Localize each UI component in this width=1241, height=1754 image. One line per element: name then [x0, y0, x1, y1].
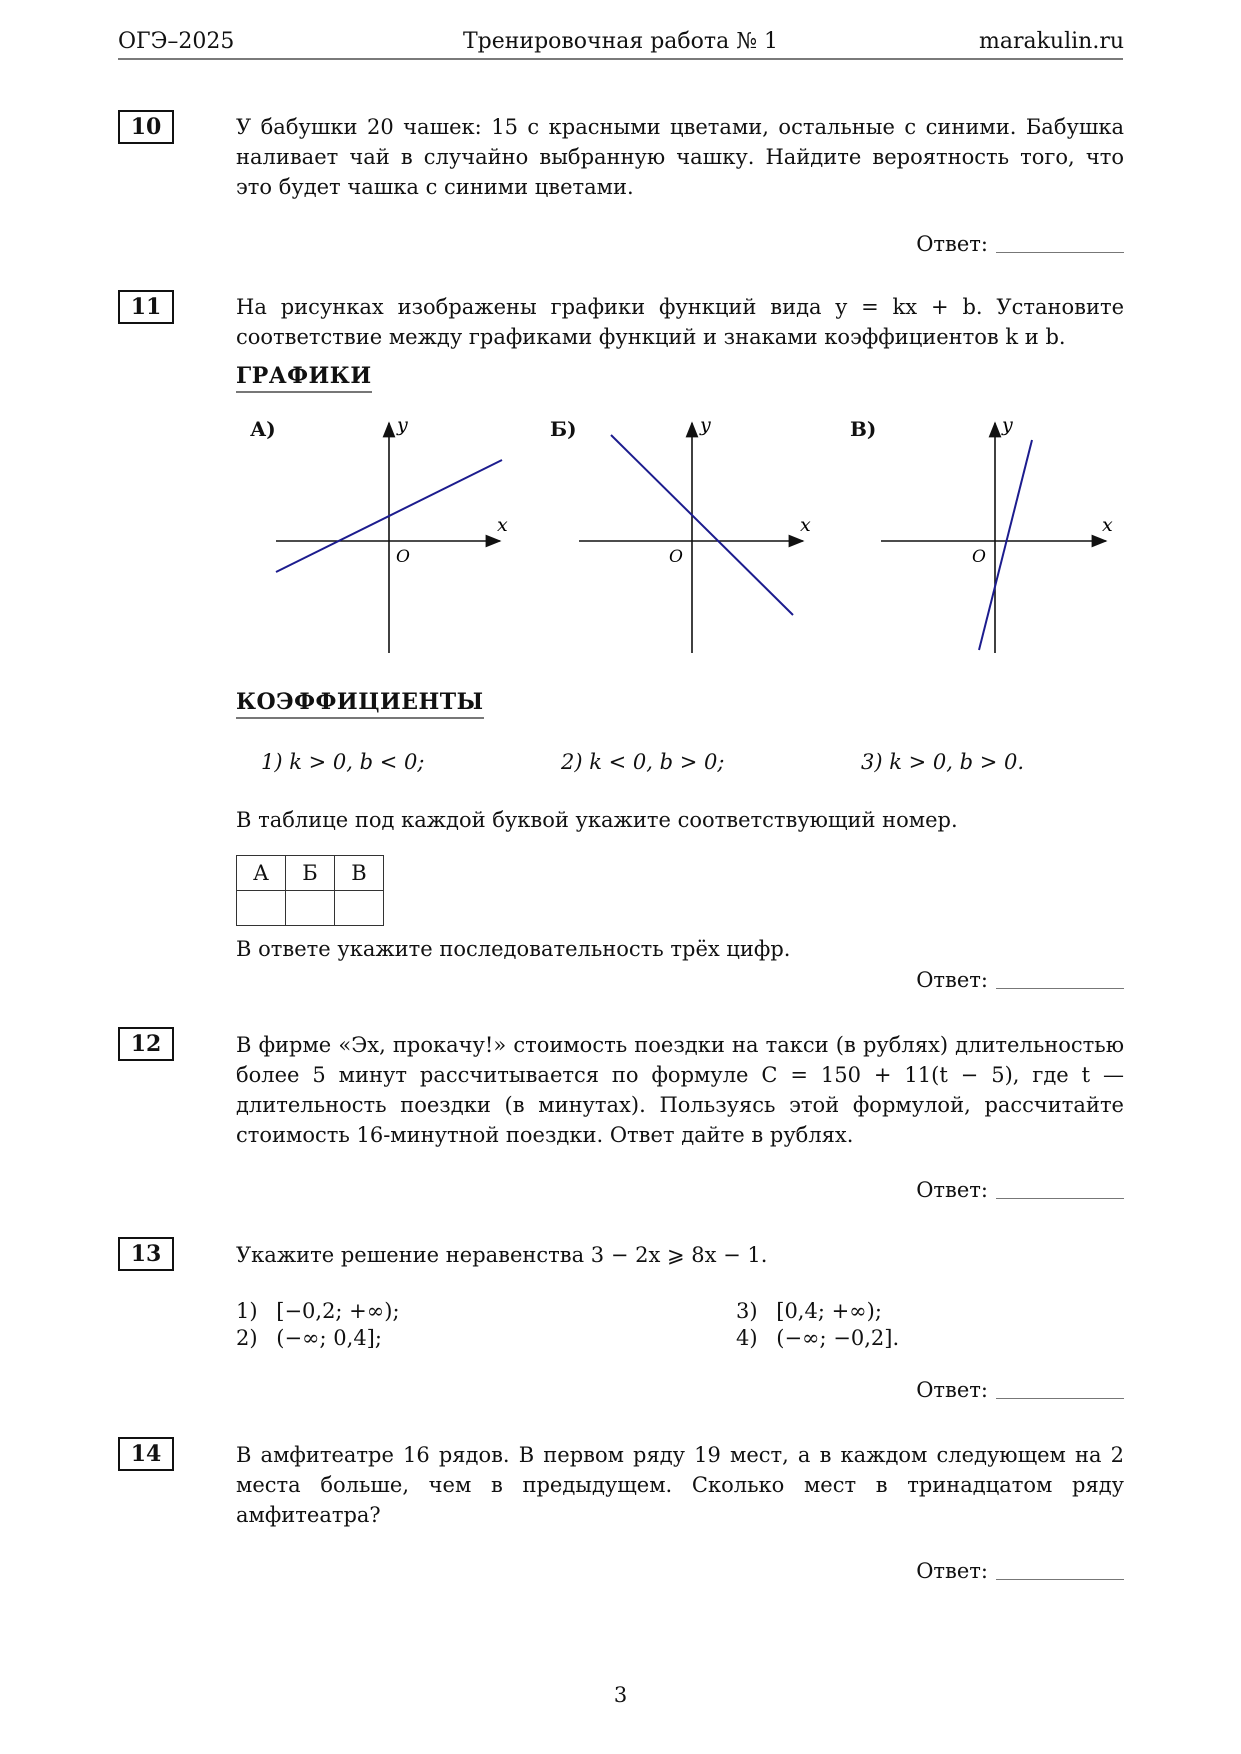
task-number-11: 11 [118, 290, 174, 324]
task-10-answer [916, 230, 1124, 258]
graph-v [830, 405, 1130, 665]
task-13-text: Укажите решение неравенства 3 − 2x ⩾ 8x − 1. [236, 1243, 768, 1267]
option-number: 1) [236, 1299, 258, 1323]
task-11-answer [916, 966, 1124, 994]
task-14-answer [916, 1557, 1124, 1585]
svg-text:O: O [396, 547, 410, 567]
svg-text:x: x [497, 514, 508, 536]
graph-a [230, 405, 530, 665]
graph-b [530, 405, 830, 665]
page-number: 3 [613, 1683, 628, 1707]
answer-field[interactable] [996, 1398, 1124, 1399]
table-header-v: В [335, 856, 384, 891]
answer-field[interactable] [996, 1198, 1124, 1199]
table-cell-v[interactable] [335, 891, 384, 926]
answer-instruction: В ответе укажите последовательность трёх цифр. [236, 937, 791, 961]
coefficients-heading: КОЭФФИЦИЕНТЫ [236, 688, 484, 719]
svg-text:y: y [397, 414, 408, 436]
table-instruction: В таблице под каждой буквой укажите соответствующий номер. [236, 808, 958, 832]
option-value: (−∞; −0,2]. [776, 1326, 900, 1350]
inequality-option-3[interactable] [736, 1297, 882, 1325]
answer-label: Ответ: [916, 968, 988, 992]
graph-v-label: В) [850, 417, 877, 441]
task-12-answer [916, 1176, 1124, 1204]
table-cell-a[interactable] [237, 891, 286, 926]
inequality-option-4[interactable] [736, 1324, 899, 1352]
option-number: 2) [236, 1326, 258, 1350]
option-value: [0,4; +∞); [776, 1299, 882, 1323]
coefficient-option-2: 2) k < 0, b > 0; [561, 750, 725, 774]
answer-table [236, 855, 384, 926]
option-number: 3) [736, 1299, 758, 1323]
task-number-10: 10 [118, 110, 174, 144]
task-11-text: На рисунках изображены графики функций вида y = kx + b. Установите соответствие между графиками функций и знаками коэффициентов k и b. [236, 295, 1124, 349]
graphs-heading: ГРАФИКИ [236, 362, 372, 393]
inequality-option-1[interactable] [236, 1297, 400, 1325]
svg-text:x: x [800, 514, 811, 536]
header-title: Тренировочная работа № 1 [462, 29, 779, 54]
task-10-text: У бабушки 20 чашек: 15 с красными цветами, остальные с синими. Бабушка наливает чай в случайно выбранную чашку. Найдите вероятность того, что это будет чашка с синими цветами. [236, 115, 1124, 199]
svg-text:O: O [669, 547, 683, 567]
svg-text:x: x [1102, 514, 1113, 536]
task-12-text: В фирме «Эх, прокачу!» стоимость поездки на такси (в рублях) длительностью более 5 минут рассчитывается по формуле C = 150 + 11(t − 5), где t — длительность поездки (в минутах). Пользуясь этой формулой, рассчитайте стоимость 16-минутной поездки. Ответ дайте в рублях. [236, 1033, 1124, 1147]
graph-a-label: А) [250, 417, 276, 441]
header-rule [118, 58, 1123, 60]
task-number-13: 13 [118, 1237, 174, 1271]
coefficient-option-1: 1) k > 0, b < 0; [261, 750, 425, 774]
task-number-14: 14 [118, 1437, 174, 1471]
answer-label: Ответ: [916, 232, 988, 256]
answer-field[interactable] [996, 252, 1124, 253]
header-exam-name: ОГЭ–2025 [118, 29, 235, 54]
graph-v-plot [830, 405, 1130, 665]
option-value: (−∞; 0,4]; [276, 1326, 382, 1350]
graph-b-plot [530, 405, 830, 665]
answer-label: Ответ: [916, 1178, 988, 1202]
inequality-option-2[interactable] [236, 1324, 382, 1352]
graph-b-label: Б) [550, 417, 577, 441]
coefficient-option-3: 3) k > 0, b > 0. [861, 750, 1025, 774]
task-14-text: В амфитеатре 16 рядов. В первом ряду 19 мест, а в каждом следующем на 2 места больше, чем в предыдущем. Сколько мест в тринадцатом ряду амфитеатра? [236, 1443, 1124, 1527]
svg-text:y: y [700, 414, 711, 436]
graph-a-plot [230, 405, 530, 665]
answer-label: Ответ: [916, 1559, 988, 1583]
option-number: 4) [736, 1326, 758, 1350]
answer-field[interactable] [996, 988, 1124, 989]
task-13-answer [916, 1376, 1124, 1404]
svg-text:O: O [972, 547, 986, 567]
svg-text:y: y [1002, 414, 1013, 436]
table-header-b: Б [286, 856, 335, 891]
table-cell-b[interactable] [286, 891, 335, 926]
header-site: marakulin.ru [978, 29, 1124, 54]
answer-label: Ответ: [916, 1378, 988, 1402]
task-number-12: 12 [118, 1027, 174, 1061]
table-header-a: А [237, 856, 286, 891]
option-value: [−0,2; +∞); [276, 1299, 400, 1323]
answer-field[interactable] [996, 1579, 1124, 1580]
